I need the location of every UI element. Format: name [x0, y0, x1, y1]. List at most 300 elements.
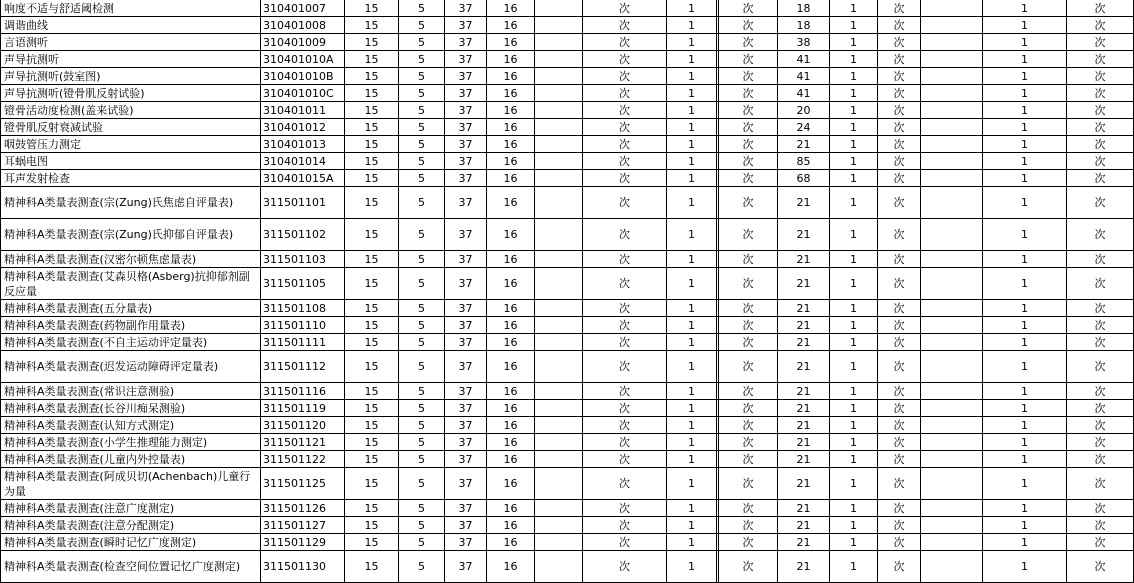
unit-cell-4[interactable]: 次	[1067, 34, 1134, 51]
value-cell-c[interactable]: 37	[445, 500, 487, 517]
count-cell-2[interactable]: 1	[830, 334, 878, 351]
item-code-cell[interactable]: 311501119	[261, 400, 345, 417]
value-cell-a[interactable]: 15	[345, 468, 399, 500]
unit-cell-4[interactable]: 次	[1067, 68, 1134, 85]
count-cell-1[interactable]: 1	[667, 119, 717, 136]
unit-cell-2[interactable]: 次	[719, 170, 778, 187]
empty-cell[interactable]	[921, 551, 983, 583]
count-cell-1[interactable]: 1	[667, 251, 717, 268]
count-cell-3[interactable]: 1	[983, 219, 1067, 251]
value-cell-b[interactable]: 5	[399, 153, 445, 170]
empty-cell[interactable]	[535, 219, 583, 251]
item-code-cell[interactable]: 311501103	[261, 251, 345, 268]
value-cell-c[interactable]: 37	[445, 68, 487, 85]
value-cell-a[interactable]: 15	[345, 351, 399, 383]
count-cell-2[interactable]: 1	[830, 187, 878, 219]
value-cell-c[interactable]: 37	[445, 300, 487, 317]
unit-cell-4[interactable]: 次	[1067, 534, 1134, 551]
count-cell-2[interactable]: 1	[830, 300, 878, 317]
value-cell-a[interactable]: 15	[345, 68, 399, 85]
value-cell-a[interactable]: 15	[345, 219, 399, 251]
empty-cell[interactable]	[921, 17, 983, 34]
item-name-cell[interactable]: 精神科A类量表测查(长谷川痴呆测验)	[1, 400, 261, 417]
value-cell-b[interactable]: 5	[399, 85, 445, 102]
price-cell[interactable]: 38	[778, 34, 830, 51]
value-cell-d[interactable]: 16	[487, 400, 535, 417]
value-cell-d[interactable]: 16	[487, 17, 535, 34]
value-cell-a[interactable]: 15	[345, 34, 399, 51]
count-cell-3[interactable]: 1	[983, 51, 1067, 68]
unit-cell-3[interactable]: 次	[878, 170, 921, 187]
unit-cell-1[interactable]: 次	[583, 85, 667, 102]
empty-cell[interactable]	[921, 85, 983, 102]
count-cell-1[interactable]: 1	[667, 0, 717, 17]
value-cell-c[interactable]: 37	[445, 334, 487, 351]
unit-cell-2[interactable]: 次	[719, 417, 778, 434]
item-name-cell[interactable]: 调谐曲线	[1, 17, 261, 34]
unit-cell-1[interactable]: 次	[583, 317, 667, 334]
empty-cell[interactable]	[921, 119, 983, 136]
value-cell-a[interactable]: 15	[345, 136, 399, 153]
price-cell[interactable]: 18	[778, 17, 830, 34]
unit-cell-2[interactable]: 次	[719, 551, 778, 583]
item-name-cell[interactable]: 精神科A类量表测查(小学生推理能力测定)	[1, 434, 261, 451]
unit-cell-4[interactable]: 次	[1067, 170, 1134, 187]
value-cell-d[interactable]: 16	[487, 468, 535, 500]
count-cell-3[interactable]: 1	[983, 153, 1067, 170]
count-cell-2[interactable]: 1	[830, 400, 878, 417]
empty-cell[interactable]	[921, 268, 983, 300]
value-cell-d[interactable]: 16	[487, 85, 535, 102]
count-cell-2[interactable]: 1	[830, 136, 878, 153]
value-cell-d[interactable]: 16	[487, 68, 535, 85]
unit-cell-4[interactable]: 次	[1067, 268, 1134, 300]
value-cell-d[interactable]: 16	[487, 417, 535, 434]
value-cell-a[interactable]: 15	[345, 187, 399, 219]
value-cell-c[interactable]: 37	[445, 400, 487, 417]
item-name-cell[interactable]: 精神科A类量表测查(汉密尔顿焦虑量表)	[1, 251, 261, 268]
item-code-cell[interactable]: 311501125	[261, 468, 345, 500]
value-cell-d[interactable]: 16	[487, 517, 535, 534]
price-cell[interactable]: 21	[778, 136, 830, 153]
value-cell-d[interactable]: 16	[487, 51, 535, 68]
unit-cell-1[interactable]: 次	[583, 551, 667, 583]
unit-cell-4[interactable]: 次	[1067, 334, 1134, 351]
item-code-cell[interactable]: 311501102	[261, 219, 345, 251]
value-cell-c[interactable]: 37	[445, 153, 487, 170]
unit-cell-2[interactable]: 次	[719, 334, 778, 351]
empty-cell[interactable]	[921, 0, 983, 17]
count-cell-3[interactable]: 1	[983, 0, 1067, 17]
price-cell[interactable]: 21	[778, 334, 830, 351]
unit-cell-2[interactable]: 次	[719, 383, 778, 400]
empty-cell[interactable]	[535, 17, 583, 34]
price-cell[interactable]: 68	[778, 170, 830, 187]
count-cell-3[interactable]: 1	[983, 451, 1067, 468]
unit-cell-4[interactable]: 次	[1067, 251, 1134, 268]
count-cell-1[interactable]: 1	[667, 34, 717, 51]
value-cell-b[interactable]: 5	[399, 551, 445, 583]
value-cell-c[interactable]: 37	[445, 119, 487, 136]
item-name-cell[interactable]: 声导抗测听	[1, 51, 261, 68]
unit-cell-3[interactable]: 次	[878, 68, 921, 85]
value-cell-d[interactable]: 16	[487, 534, 535, 551]
unit-cell-2[interactable]: 次	[719, 400, 778, 417]
empty-cell[interactable]	[921, 251, 983, 268]
price-cell[interactable]: 21	[778, 251, 830, 268]
unit-cell-1[interactable]: 次	[583, 119, 667, 136]
unit-cell-3[interactable]: 次	[878, 500, 921, 517]
value-cell-c[interactable]: 37	[445, 451, 487, 468]
empty-cell[interactable]	[535, 268, 583, 300]
empty-cell[interactable]	[535, 468, 583, 500]
count-cell-3[interactable]: 1	[983, 468, 1067, 500]
unit-cell-2[interactable]: 次	[719, 34, 778, 51]
unit-cell-2[interactable]: 次	[719, 85, 778, 102]
unit-cell-3[interactable]: 次	[878, 219, 921, 251]
unit-cell-4[interactable]: 次	[1067, 219, 1134, 251]
unit-cell-2[interactable]: 次	[719, 300, 778, 317]
price-cell[interactable]: 41	[778, 85, 830, 102]
item-code-cell[interactable]: 310401010B	[261, 68, 345, 85]
empty-cell[interactable]	[921, 317, 983, 334]
empty-cell[interactable]	[921, 187, 983, 219]
count-cell-1[interactable]: 1	[667, 468, 717, 500]
value-cell-b[interactable]: 5	[399, 51, 445, 68]
empty-cell[interactable]	[535, 153, 583, 170]
value-cell-d[interactable]: 16	[487, 551, 535, 583]
value-cell-b[interactable]: 5	[399, 136, 445, 153]
count-cell-3[interactable]: 1	[983, 317, 1067, 334]
value-cell-d[interactable]: 16	[487, 317, 535, 334]
count-cell-2[interactable]: 1	[830, 434, 878, 451]
count-cell-2[interactable]: 1	[830, 170, 878, 187]
count-cell-3[interactable]: 1	[983, 17, 1067, 34]
value-cell-b[interactable]: 5	[399, 434, 445, 451]
unit-cell-2[interactable]: 次	[719, 468, 778, 500]
count-cell-3[interactable]: 1	[983, 500, 1067, 517]
value-cell-a[interactable]: 15	[345, 17, 399, 34]
value-cell-d[interactable]: 16	[487, 153, 535, 170]
value-cell-c[interactable]: 37	[445, 170, 487, 187]
count-cell-1[interactable]: 1	[667, 51, 717, 68]
count-cell-2[interactable]: 1	[830, 383, 878, 400]
price-cell[interactable]: 21	[778, 187, 830, 219]
unit-cell-4[interactable]: 次	[1067, 102, 1134, 119]
item-code-cell[interactable]: 311501120	[261, 417, 345, 434]
price-cell[interactable]: 21	[778, 268, 830, 300]
item-code-cell[interactable]: 310401015A	[261, 170, 345, 187]
count-cell-1[interactable]: 1	[667, 317, 717, 334]
item-name-cell[interactable]: 精神科A类量表测查(宗(Zung)氏焦虑自评量表)	[1, 187, 261, 219]
item-code-cell[interactable]: 310401009	[261, 34, 345, 51]
value-cell-b[interactable]: 5	[399, 500, 445, 517]
count-cell-2[interactable]: 1	[830, 351, 878, 383]
count-cell-3[interactable]: 1	[983, 334, 1067, 351]
count-cell-3[interactable]: 1	[983, 517, 1067, 534]
unit-cell-2[interactable]: 次	[719, 102, 778, 119]
unit-cell-3[interactable]: 次	[878, 85, 921, 102]
unit-cell-3[interactable]: 次	[878, 34, 921, 51]
unit-cell-4[interactable]: 次	[1067, 517, 1134, 534]
empty-cell[interactable]	[921, 51, 983, 68]
unit-cell-1[interactable]: 次	[583, 468, 667, 500]
item-name-cell[interactable]: 声导抗测听(镫骨肌反射试验)	[1, 85, 261, 102]
value-cell-b[interactable]: 5	[399, 251, 445, 268]
unit-cell-2[interactable]: 次	[719, 351, 778, 383]
unit-cell-1[interactable]: 次	[583, 17, 667, 34]
empty-cell[interactable]	[921, 500, 983, 517]
count-cell-1[interactable]: 1	[667, 500, 717, 517]
value-cell-b[interactable]: 5	[399, 170, 445, 187]
count-cell-1[interactable]: 1	[667, 451, 717, 468]
item-name-cell[interactable]: 精神科A类量表测查(儿童内外控量表)	[1, 451, 261, 468]
unit-cell-2[interactable]: 次	[719, 153, 778, 170]
value-cell-a[interactable]: 15	[345, 251, 399, 268]
unit-cell-3[interactable]: 次	[878, 517, 921, 534]
unit-cell-1[interactable]: 次	[583, 351, 667, 383]
price-cell[interactable]: 18	[778, 0, 830, 17]
value-cell-a[interactable]: 15	[345, 102, 399, 119]
item-name-cell[interactable]: 精神科A类量表测查(药物副作用量表)	[1, 317, 261, 334]
empty-cell[interactable]	[921, 400, 983, 417]
price-cell[interactable]: 21	[778, 434, 830, 451]
value-cell-a[interactable]: 15	[345, 534, 399, 551]
unit-cell-1[interactable]: 次	[583, 251, 667, 268]
value-cell-b[interactable]: 5	[399, 102, 445, 119]
price-cell[interactable]: 21	[778, 500, 830, 517]
value-cell-d[interactable]: 16	[487, 334, 535, 351]
value-cell-c[interactable]: 37	[445, 219, 487, 251]
unit-cell-1[interactable]: 次	[583, 451, 667, 468]
unit-cell-1[interactable]: 次	[583, 68, 667, 85]
empty-cell[interactable]	[921, 68, 983, 85]
value-cell-c[interactable]: 37	[445, 136, 487, 153]
value-cell-a[interactable]: 15	[345, 400, 399, 417]
price-cell[interactable]: 21	[778, 417, 830, 434]
item-code-cell[interactable]: 310401007	[261, 0, 345, 17]
item-code-cell[interactable]: 310401010A	[261, 51, 345, 68]
unit-cell-3[interactable]: 次	[878, 0, 921, 17]
value-cell-a[interactable]: 15	[345, 383, 399, 400]
value-cell-c[interactable]: 37	[445, 0, 487, 17]
count-cell-3[interactable]: 1	[983, 102, 1067, 119]
unit-cell-3[interactable]: 次	[878, 451, 921, 468]
count-cell-2[interactable]: 1	[830, 219, 878, 251]
count-cell-2[interactable]: 1	[830, 153, 878, 170]
count-cell-3[interactable]: 1	[983, 400, 1067, 417]
count-cell-3[interactable]: 1	[983, 119, 1067, 136]
count-cell-1[interactable]: 1	[667, 153, 717, 170]
count-cell-2[interactable]: 1	[830, 551, 878, 583]
item-name-cell[interactable]: 镫骨活动度检测(盖来试验)	[1, 102, 261, 119]
value-cell-b[interactable]: 5	[399, 68, 445, 85]
value-cell-b[interactable]: 5	[399, 268, 445, 300]
item-code-cell[interactable]: 311501112	[261, 351, 345, 383]
item-name-cell[interactable]: 精神科A类量表测查(阿成贝切(Achenbach)儿童行为量	[1, 468, 261, 500]
unit-cell-1[interactable]: 次	[583, 153, 667, 170]
unit-cell-1[interactable]: 次	[583, 0, 667, 17]
count-cell-1[interactable]: 1	[667, 434, 717, 451]
item-code-cell[interactable]: 311501108	[261, 300, 345, 317]
item-code-cell[interactable]: 311501121	[261, 434, 345, 451]
unit-cell-1[interactable]: 次	[583, 383, 667, 400]
value-cell-b[interactable]: 5	[399, 451, 445, 468]
empty-cell[interactable]	[535, 400, 583, 417]
count-cell-2[interactable]: 1	[830, 34, 878, 51]
price-cell[interactable]: 21	[778, 451, 830, 468]
unit-cell-2[interactable]: 次	[719, 68, 778, 85]
value-cell-c[interactable]: 37	[445, 517, 487, 534]
price-cell[interactable]: 21	[778, 468, 830, 500]
value-cell-c[interactable]: 37	[445, 551, 487, 583]
unit-cell-1[interactable]: 次	[583, 517, 667, 534]
value-cell-a[interactable]: 15	[345, 170, 399, 187]
count-cell-1[interactable]: 1	[667, 102, 717, 119]
count-cell-1[interactable]: 1	[667, 268, 717, 300]
empty-cell[interactable]	[535, 68, 583, 85]
price-cell[interactable]: 41	[778, 51, 830, 68]
count-cell-3[interactable]: 1	[983, 300, 1067, 317]
price-cell[interactable]: 85	[778, 153, 830, 170]
unit-cell-1[interactable]: 次	[583, 268, 667, 300]
price-cell[interactable]: 21	[778, 551, 830, 583]
value-cell-d[interactable]: 16	[487, 500, 535, 517]
item-name-cell[interactable]: 精神科A类量表测查(注意分配测定)	[1, 517, 261, 534]
price-cell[interactable]: 21	[778, 317, 830, 334]
unit-cell-3[interactable]: 次	[878, 383, 921, 400]
unit-cell-1[interactable]: 次	[583, 102, 667, 119]
empty-cell[interactable]	[921, 34, 983, 51]
empty-cell[interactable]	[535, 119, 583, 136]
item-code-cell[interactable]: 311501127	[261, 517, 345, 534]
count-cell-1[interactable]: 1	[667, 219, 717, 251]
unit-cell-1[interactable]: 次	[583, 136, 667, 153]
count-cell-1[interactable]: 1	[667, 517, 717, 534]
empty-cell[interactable]	[921, 351, 983, 383]
value-cell-b[interactable]: 5	[399, 351, 445, 383]
unit-cell-1[interactable]: 次	[583, 300, 667, 317]
unit-cell-3[interactable]: 次	[878, 400, 921, 417]
unit-cell-4[interactable]: 次	[1067, 17, 1134, 34]
value-cell-d[interactable]: 16	[487, 219, 535, 251]
unit-cell-2[interactable]: 次	[719, 451, 778, 468]
price-cell[interactable]: 41	[778, 68, 830, 85]
value-cell-b[interactable]: 5	[399, 119, 445, 136]
count-cell-2[interactable]: 1	[830, 0, 878, 17]
unit-cell-1[interactable]: 次	[583, 417, 667, 434]
value-cell-c[interactable]: 37	[445, 102, 487, 119]
unit-cell-2[interactable]: 次	[719, 517, 778, 534]
count-cell-1[interactable]: 1	[667, 17, 717, 34]
unit-cell-4[interactable]: 次	[1067, 51, 1134, 68]
count-cell-3[interactable]: 1	[983, 351, 1067, 383]
empty-cell[interactable]	[921, 170, 983, 187]
price-cell[interactable]: 21	[778, 534, 830, 551]
value-cell-d[interactable]: 16	[487, 187, 535, 219]
empty-cell[interactable]	[535, 517, 583, 534]
value-cell-c[interactable]: 37	[445, 34, 487, 51]
item-code-cell[interactable]: 311501111	[261, 334, 345, 351]
item-name-cell[interactable]: 精神科A类量表测查(注意广度测定)	[1, 500, 261, 517]
value-cell-b[interactable]: 5	[399, 219, 445, 251]
unit-cell-3[interactable]: 次	[878, 51, 921, 68]
value-cell-b[interactable]: 5	[399, 300, 445, 317]
unit-cell-3[interactable]: 次	[878, 468, 921, 500]
count-cell-3[interactable]: 1	[983, 68, 1067, 85]
count-cell-2[interactable]: 1	[830, 102, 878, 119]
count-cell-1[interactable]: 1	[667, 334, 717, 351]
item-name-cell[interactable]: 响度不适与舒适阈检测	[1, 0, 261, 17]
value-cell-b[interactable]: 5	[399, 534, 445, 551]
count-cell-1[interactable]: 1	[667, 383, 717, 400]
empty-cell[interactable]	[535, 34, 583, 51]
empty-cell[interactable]	[535, 500, 583, 517]
count-cell-2[interactable]: 1	[830, 68, 878, 85]
price-cell[interactable]: 21	[778, 517, 830, 534]
unit-cell-2[interactable]: 次	[719, 268, 778, 300]
item-code-cell[interactable]: 311501126	[261, 500, 345, 517]
value-cell-d[interactable]: 16	[487, 251, 535, 268]
price-cell[interactable]: 20	[778, 102, 830, 119]
empty-cell[interactable]	[921, 153, 983, 170]
value-cell-d[interactable]: 16	[487, 351, 535, 383]
count-cell-3[interactable]: 1	[983, 417, 1067, 434]
count-cell-1[interactable]: 1	[667, 85, 717, 102]
value-cell-b[interactable]: 5	[399, 17, 445, 34]
value-cell-c[interactable]: 37	[445, 351, 487, 383]
empty-cell[interactable]	[535, 187, 583, 219]
empty-cell[interactable]	[535, 102, 583, 119]
unit-cell-3[interactable]: 次	[878, 251, 921, 268]
count-cell-3[interactable]: 1	[983, 434, 1067, 451]
item-code-cell[interactable]: 311501105	[261, 268, 345, 300]
unit-cell-3[interactable]: 次	[878, 153, 921, 170]
value-cell-a[interactable]: 15	[345, 451, 399, 468]
count-cell-1[interactable]: 1	[667, 170, 717, 187]
empty-cell[interactable]	[921, 334, 983, 351]
count-cell-3[interactable]: 1	[983, 136, 1067, 153]
value-cell-c[interactable]: 37	[445, 468, 487, 500]
value-cell-d[interactable]: 16	[487, 434, 535, 451]
count-cell-2[interactable]: 1	[830, 534, 878, 551]
value-cell-a[interactable]: 15	[345, 551, 399, 583]
empty-cell[interactable]	[535, 51, 583, 68]
item-name-cell[interactable]: 精神科A类量表测查(认知方式测定)	[1, 417, 261, 434]
unit-cell-4[interactable]: 次	[1067, 351, 1134, 383]
item-name-cell[interactable]: 精神科A类量表测查(常识注意测验)	[1, 383, 261, 400]
unit-cell-4[interactable]: 次	[1067, 417, 1134, 434]
unit-cell-1[interactable]: 次	[583, 334, 667, 351]
count-cell-3[interactable]: 1	[983, 268, 1067, 300]
unit-cell-4[interactable]: 次	[1067, 153, 1134, 170]
unit-cell-3[interactable]: 次	[878, 300, 921, 317]
value-cell-b[interactable]: 5	[399, 417, 445, 434]
value-cell-c[interactable]: 37	[445, 317, 487, 334]
unit-cell-3[interactable]: 次	[878, 102, 921, 119]
count-cell-2[interactable]: 1	[830, 451, 878, 468]
unit-cell-1[interactable]: 次	[583, 187, 667, 219]
unit-cell-3[interactable]: 次	[878, 434, 921, 451]
empty-cell[interactable]	[535, 451, 583, 468]
item-code-cell[interactable]: 311501129	[261, 534, 345, 551]
count-cell-1[interactable]: 1	[667, 534, 717, 551]
unit-cell-1[interactable]: 次	[583, 500, 667, 517]
unit-cell-3[interactable]: 次	[878, 119, 921, 136]
value-cell-c[interactable]: 37	[445, 417, 487, 434]
count-cell-1[interactable]: 1	[667, 351, 717, 383]
item-name-cell[interactable]: 咽鼓管压力测定	[1, 136, 261, 153]
